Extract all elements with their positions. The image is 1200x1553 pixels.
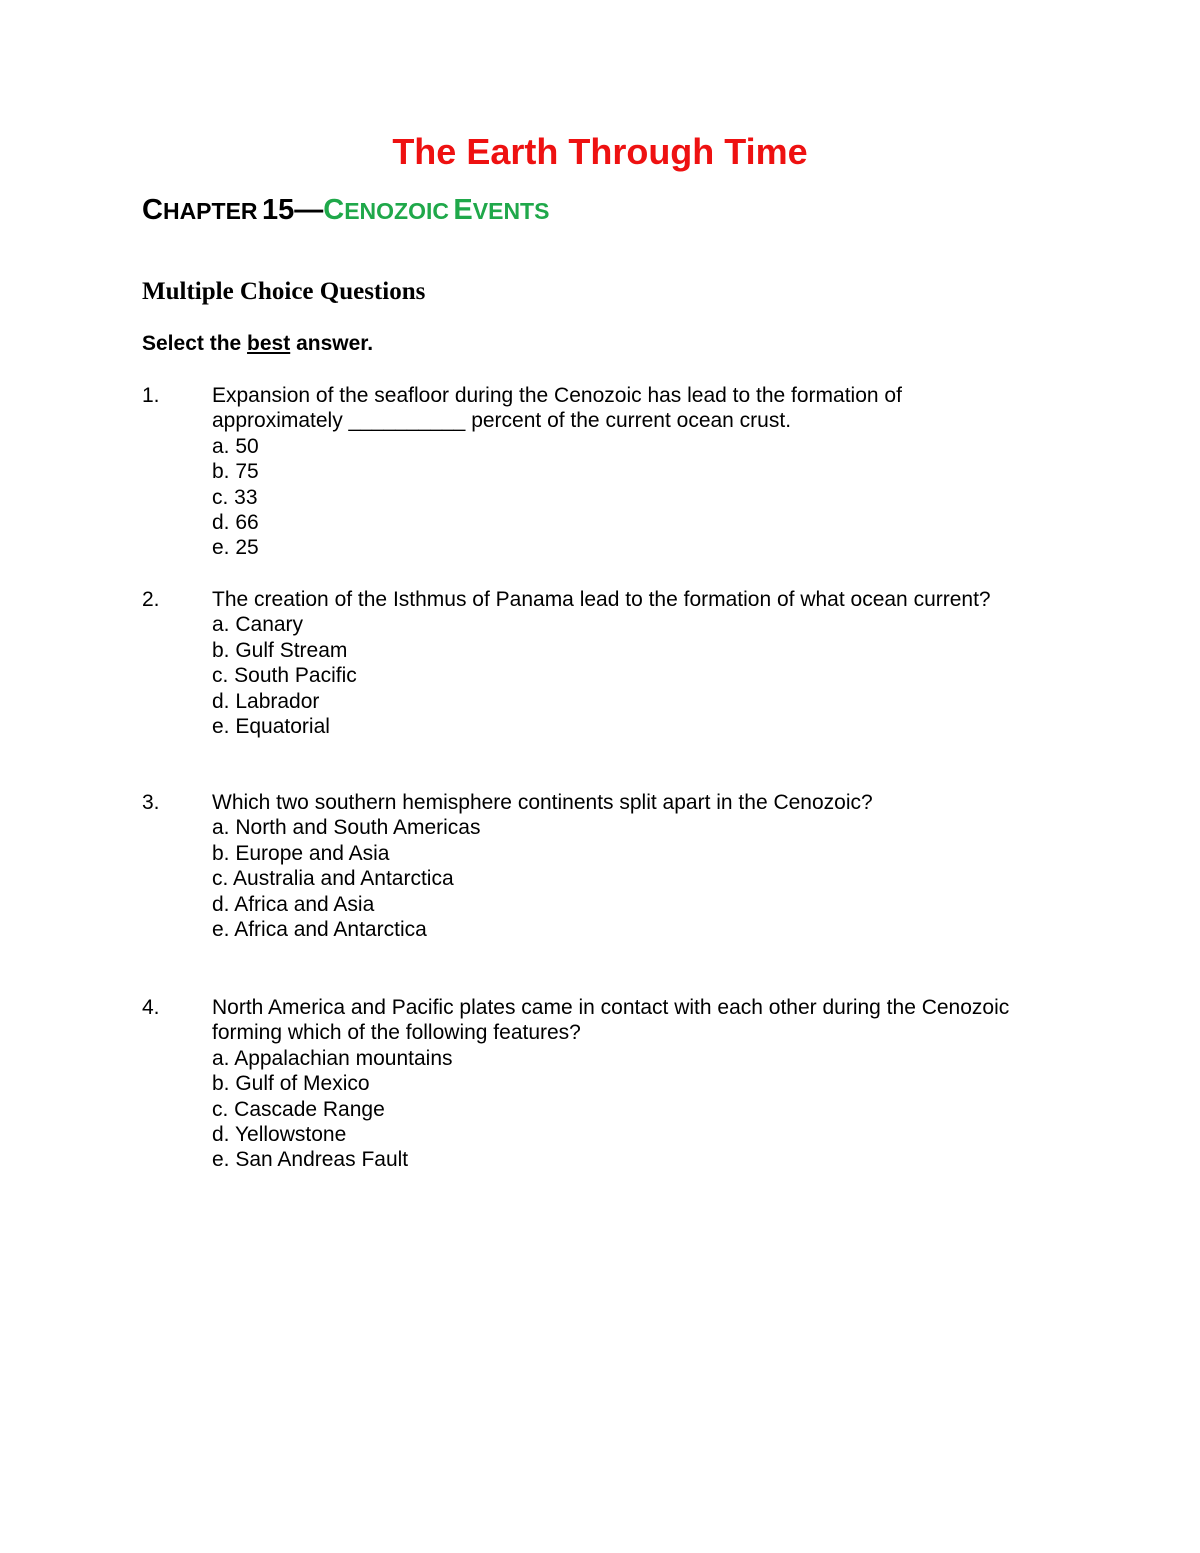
question-number: 1. bbox=[142, 384, 160, 407]
question-body bbox=[212, 790, 1022, 942]
answer-option: c. Australia and Antarctica bbox=[212, 867, 454, 891]
chapter-word-rest: HAPTER bbox=[162, 198, 258, 224]
answer-option: b. Gulf of Mexico bbox=[212, 1072, 370, 1096]
answer-option: c. South Pacific bbox=[212, 664, 357, 688]
answer-options bbox=[212, 815, 1022, 942]
question-item bbox=[142, 995, 1022, 1173]
answer-option: d. Labrador bbox=[212, 689, 320, 713]
answer-options bbox=[212, 434, 1022, 561]
answer-option: d. Yellowstone bbox=[212, 1123, 347, 1147]
chapter-heading bbox=[142, 190, 549, 235]
question-stem: Which two southern hemisphere continents split apart in the Cenozoic? bbox=[212, 791, 873, 814]
answer-option: a. 50 bbox=[212, 434, 259, 458]
answer-option: e. Africa and Antarctica bbox=[212, 918, 427, 942]
instructions-before: Select the bbox=[142, 332, 248, 355]
answer-options bbox=[212, 1046, 1022, 1173]
chapter-number: 15— bbox=[261, 194, 324, 226]
question-number: 3. bbox=[142, 791, 160, 814]
answer-option: b. Europe and Asia bbox=[212, 841, 390, 865]
answer-option: a. Canary bbox=[212, 613, 304, 637]
instructions-underlined: best bbox=[247, 332, 291, 355]
question-stem: The creation of the Isthmus of Panama lead to the formation of what ocean current? bbox=[212, 588, 991, 611]
question-stem: Expansion of the seafloor during the Cenozoic has lead to the formation of approximately __________ percent of the current ocean crust. bbox=[212, 384, 902, 433]
document-title: The Earth Through Time bbox=[392, 131, 808, 172]
chapter-subtitle-word1-initial: C bbox=[323, 194, 345, 226]
answer-option: e. Equatorial bbox=[212, 715, 330, 739]
question-body bbox=[212, 995, 1022, 1173]
answer-option: c. 33 bbox=[212, 485, 258, 509]
chapter-subtitle-word2-initial: E bbox=[453, 194, 473, 226]
answer-option: b. 75 bbox=[212, 460, 259, 484]
instructions-after: answer. bbox=[290, 332, 374, 355]
chapter-word-initial: C bbox=[142, 194, 163, 226]
question-number: 4. bbox=[142, 996, 160, 1019]
section-heading: Multiple Choice Questions bbox=[142, 278, 426, 305]
question-item bbox=[142, 383, 1022, 561]
answer-option: a. Appalachian mountains bbox=[212, 1046, 453, 1070]
question-item bbox=[142, 790, 1022, 942]
question-stem: North America and Pacific plates came in contact with each other during the Cenozoic forming which of the following features? bbox=[212, 996, 1010, 1045]
answer-option: d. Africa and Asia bbox=[212, 892, 375, 916]
answer-option: a. North and South Americas bbox=[212, 816, 481, 840]
answer-option: e. 25 bbox=[212, 536, 259, 560]
answer-option: c. Cascade Range bbox=[212, 1097, 385, 1121]
instructions bbox=[142, 330, 373, 358]
question-number: 2. bbox=[142, 588, 160, 611]
answer-option: d. 66 bbox=[212, 511, 259, 535]
question-body bbox=[212, 587, 1022, 739]
answer-option: b. Gulf Stream bbox=[212, 638, 348, 662]
question-item bbox=[142, 587, 1022, 739]
answer-options bbox=[212, 612, 1022, 739]
answer-option: e. San Andreas Fault bbox=[212, 1148, 409, 1172]
question-body bbox=[212, 383, 1022, 561]
chapter-subtitle-word2-rest: VENTS bbox=[472, 198, 550, 224]
chapter-subtitle-word1-rest: ENOZOIC bbox=[344, 198, 449, 224]
